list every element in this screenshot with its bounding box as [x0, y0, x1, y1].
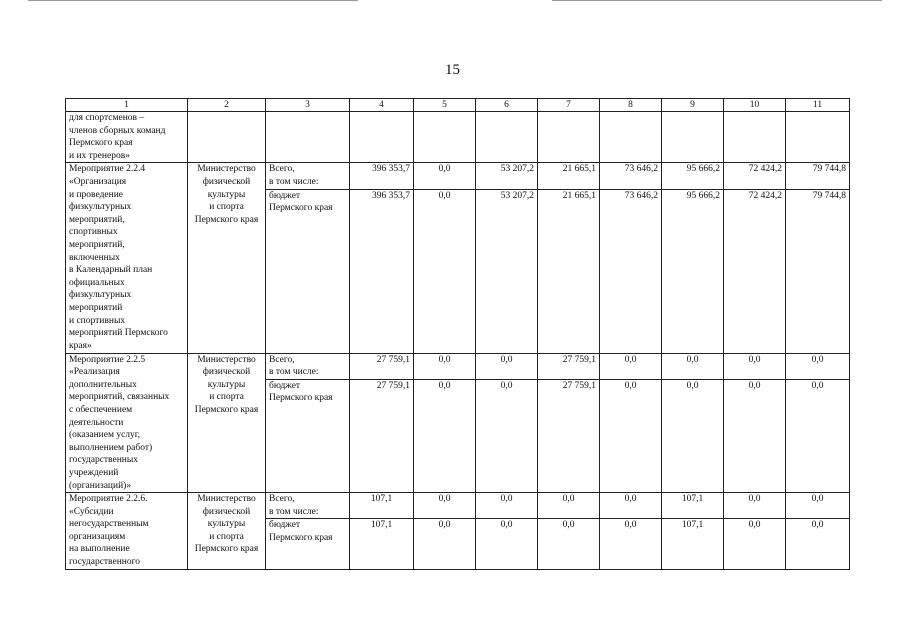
value-cell: 0,0: [786, 353, 850, 379]
column-header: 4: [350, 99, 414, 112]
value-cell: 107,1: [662, 493, 724, 519]
measure-description: Мероприятие 2.2.4 «Организация и проведение физкультурных мероприятий, спортивных мероприятий, включенных в Календарный план официальных физкультурных мероприятий и спортивных мероприятий Пермского края»: [66, 163, 188, 353]
column-header: 9: [662, 99, 724, 112]
value-cell: 0,0: [786, 493, 850, 519]
empty-cell: [414, 112, 476, 163]
funding-total-label: Всего, в том числе:: [266, 353, 350, 379]
funding-total-label: Всего, в том числе:: [266, 163, 350, 189]
value-cell: 0,0: [414, 493, 476, 519]
value-cell: 0,0: [724, 493, 786, 519]
value-cell: 53 207,2: [476, 163, 538, 189]
measure-executor: Министерство физической культуры и спорта Пермского края: [188, 353, 266, 493]
value-cell: 27 759,1: [350, 379, 414, 492]
value-cell: 95 666,2: [662, 163, 724, 189]
empty-cell: [600, 112, 662, 163]
value-cell: 0,0: [724, 353, 786, 379]
value-cell: 0,0: [414, 379, 476, 492]
value-cell: 95 666,2: [662, 189, 724, 353]
value-cell: 396 353,7: [350, 163, 414, 189]
value-cell: 79 744,8: [786, 163, 850, 189]
empty-cell: [662, 112, 724, 163]
value-cell: 73 646,2: [600, 163, 662, 189]
column-header: 10: [724, 99, 786, 112]
funding-total-label: Всего, в том числе:: [266, 493, 350, 519]
value-cell: 53 207,2: [476, 189, 538, 353]
funding-budget-label: бюджет Пермского края: [266, 189, 350, 353]
value-cell: 72 424,2: [724, 163, 786, 189]
column-header: 6: [476, 99, 538, 112]
measure-description: Мероприятие 2.2.5 «Реализация дополнительных мероприятий, связанных с обеспечением деятельности (оказанием услуг, выполнением работ) государственных учреждений (организаций)»: [66, 353, 188, 493]
value-cell: 72 424,2: [724, 189, 786, 353]
value-cell: 0,0: [476, 493, 538, 519]
continuation-description: для спортсменов – членов сборных команд Пермского края и их тренеров»: [66, 112, 188, 163]
value-cell: 0,0: [724, 519, 786, 569]
value-cell: 0,0: [662, 353, 724, 379]
empty-cell: [476, 112, 538, 163]
value-cell: 0,0: [538, 519, 600, 569]
measure-description: Мероприятие 2.2.6. «Субсидии негосударственным организациям на выполнение государственного: [66, 493, 188, 570]
value-cell: 107,1: [350, 519, 414, 569]
value-cell: 27 759,1: [538, 379, 600, 492]
value-cell: 0,0: [414, 353, 476, 379]
value-cell: 21 665,1: [538, 189, 600, 353]
empty-cell: [786, 112, 850, 163]
page-number: 15: [445, 62, 460, 78]
value-cell: 396 353,7: [350, 189, 414, 353]
empty-cell: [188, 112, 266, 163]
value-cell: 0,0: [786, 519, 850, 569]
value-cell: 0,0: [476, 519, 538, 569]
value-cell: 0,0: [600, 493, 662, 519]
value-cell: 107,1: [350, 493, 414, 519]
column-header: 8: [600, 99, 662, 112]
column-header: 7: [538, 99, 600, 112]
program-table: [65, 98, 850, 570]
empty-cell: [266, 112, 350, 163]
value-cell: 0,0: [600, 379, 662, 492]
value-cell: 0,0: [414, 519, 476, 569]
value-cell: 73 646,2: [600, 189, 662, 353]
value-cell: 79 744,8: [786, 189, 850, 353]
value-cell: 0,0: [538, 493, 600, 519]
column-header: 5: [414, 99, 476, 112]
value-cell: 27 759,1: [538, 353, 600, 379]
value-cell: 0,0: [724, 379, 786, 492]
value-cell: 0,0: [662, 379, 724, 492]
value-cell: 0,0: [414, 189, 476, 353]
measure-executor: Министерство физической культуры и спорта Пермского края: [188, 493, 266, 570]
top-edge-line-right: [552, 0, 882, 1]
value-cell: 0,0: [476, 353, 538, 379]
top-edge-line-left: [28, 0, 358, 1]
funding-budget-label: бюджет Пермского края: [266, 519, 350, 569]
value-cell: 21 665,1: [538, 163, 600, 189]
empty-cell: [538, 112, 600, 163]
column-header: 1: [66, 99, 188, 112]
measure-executor: Министерство физической культуры и спорта Пермского края: [188, 163, 266, 353]
value-cell: 27 759,1: [350, 353, 414, 379]
column-header: 2: [188, 99, 266, 112]
table-row: [66, 163, 850, 189]
funding-budget-label: бюджет Пермского края: [266, 379, 350, 492]
value-cell: 0,0: [600, 519, 662, 569]
column-number-row: [66, 99, 850, 112]
column-header: 3: [266, 99, 350, 112]
value-cell: 0,0: [600, 353, 662, 379]
value-cell: 107,1: [662, 519, 724, 569]
value-cell: 0,0: [786, 379, 850, 492]
empty-cell: [350, 112, 414, 163]
empty-cell: [724, 112, 786, 163]
value-cell: 0,0: [414, 163, 476, 189]
table-row: [66, 493, 850, 519]
column-header: 11: [786, 99, 850, 112]
value-cell: 0,0: [476, 379, 538, 492]
continuation-row: [66, 112, 850, 163]
table-row: [66, 353, 850, 379]
